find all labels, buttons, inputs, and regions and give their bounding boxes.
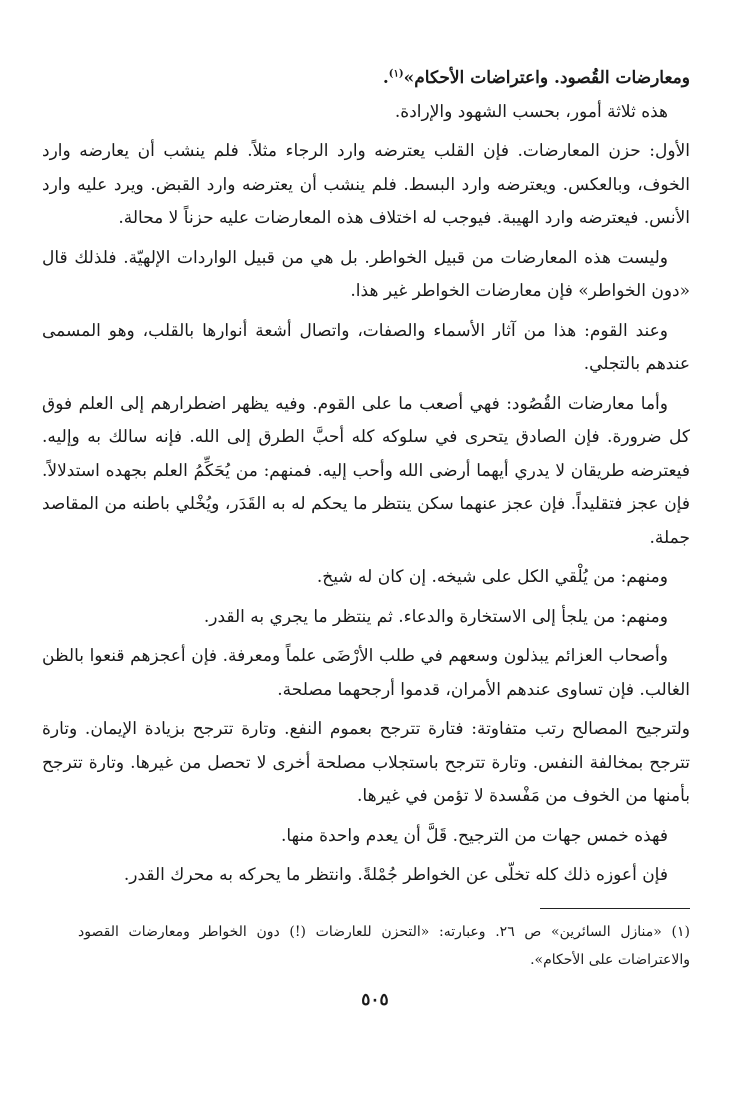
- section-heading: [42, 62, 690, 96]
- paragraph: هذه ثلاثة أمور، بحسب الشهود والإرادة.: [394, 101, 668, 122]
- paragraph: وأصحاب العزائم يبذلون وسعهم في طلب الأرْضَى علماً ومعرفة. فإن أعجزهم قنعوا بالظن الغالب. فإن تساوى عندهم الأمران، قدموا أرجحهما مصلحة.: [42, 646, 690, 700]
- footnote-reference[interactable]: (١): [388, 68, 404, 80]
- paragraph: وأما معارضات القُصُود: فهي أصعب ما على القوم. وفيه يظهر اضطرارهم إلى العلم فوق كل ضرورة. فإن الصادق يتحرى في سلوكه كله أحبَّ الطرق إلى الله. فإنه سالك به وإليه. فيعترضه طريقان لا يدري أيهما أرضى الله وأحب إليه. فمنهم: من يُحَكِّمُ العلم بجهده استدلالاً. فإن عجز فتقليداً. فإن عجز عنهما سكن ينتظر ما يحكم له به القَدَر، ويُخْلي باطنه من المقاصد جملة.: [42, 393, 690, 548]
- heading-period: .: [382, 68, 389, 88]
- footnote: (١) «منازل السائرين» ص ٢٦. وعبارته: «التحزن للعارضات (!) دون الخواطر ومعارضات القصود والاعتراضات على الأحكام».: [78, 924, 690, 968]
- footnote-divider: [540, 908, 690, 909]
- paragraph: ولترجيح المصالح رتب متفاوتة: فتارة تترجح بعموم النفع. وتارة تترجح بزيادة الإيمان. وتارة تترجح بمخالفة النفس. وتارة تترجح باستجلاب مصلحة أخرى لا تحصل من غيرها. وتارة تترجح بأمنها من الخوف من مَفْسدة لا تؤمن في غيرها.: [42, 719, 690, 806]
- heading-text: ومعارضات القُصود. واعتراضات الأحكام»: [403, 68, 690, 88]
- paragraph: ومنهم: من يُلْقي الكل على شيخه. إن كان له شيخ.: [316, 567, 668, 587]
- paragraph: وعند القوم: هذا من آثار الأسماء والصفات، واتصال أشعة أنوارها بالقلب، وهو المسمى عندهم بالتجلي.: [42, 320, 690, 374]
- paragraph: الأول: حزن المعارضات. فإن القلب يعترضه وارد الرجاء مثلاً. فلم ينشب أن يعارضه وارد الخوف، وبالعكس. ويعترضه وارد البسط. فلم ينشب أن يعترضه وارد القبض. ويرد عليه وارد الأنس. فيعترضه وارد الهيبة. فيوجب له اختلاف هذه المعارضات عليه حزناً لا محالة.: [42, 141, 690, 228]
- main-text: [42, 62, 690, 899]
- page-number: ٥٠٥: [361, 990, 389, 1010]
- paragraph: فإن أعوزه ذلك كله تخلّى عن الخواطر جُمْلةً. وانتظر ما يحركه به محرك القدر.: [123, 865, 668, 885]
- paragraph: وليست هذه المعارضات من قبيل الخواطر. بل هي من قبيل الواردات الإلهيّة. فلذلك قال «دون الخواطر» فإن معارضات الخواطر غير هذا.: [42, 247, 690, 301]
- paragraph: فهذه خمس جهات من الترجيح. قَلَّ أن يعدم واحدة منها.: [281, 825, 668, 846]
- paragraph: ومنهم: من يلجأ إلى الاستخارة والدعاء. ثم ينتظر ما يجري به القدر.: [203, 606, 668, 627]
